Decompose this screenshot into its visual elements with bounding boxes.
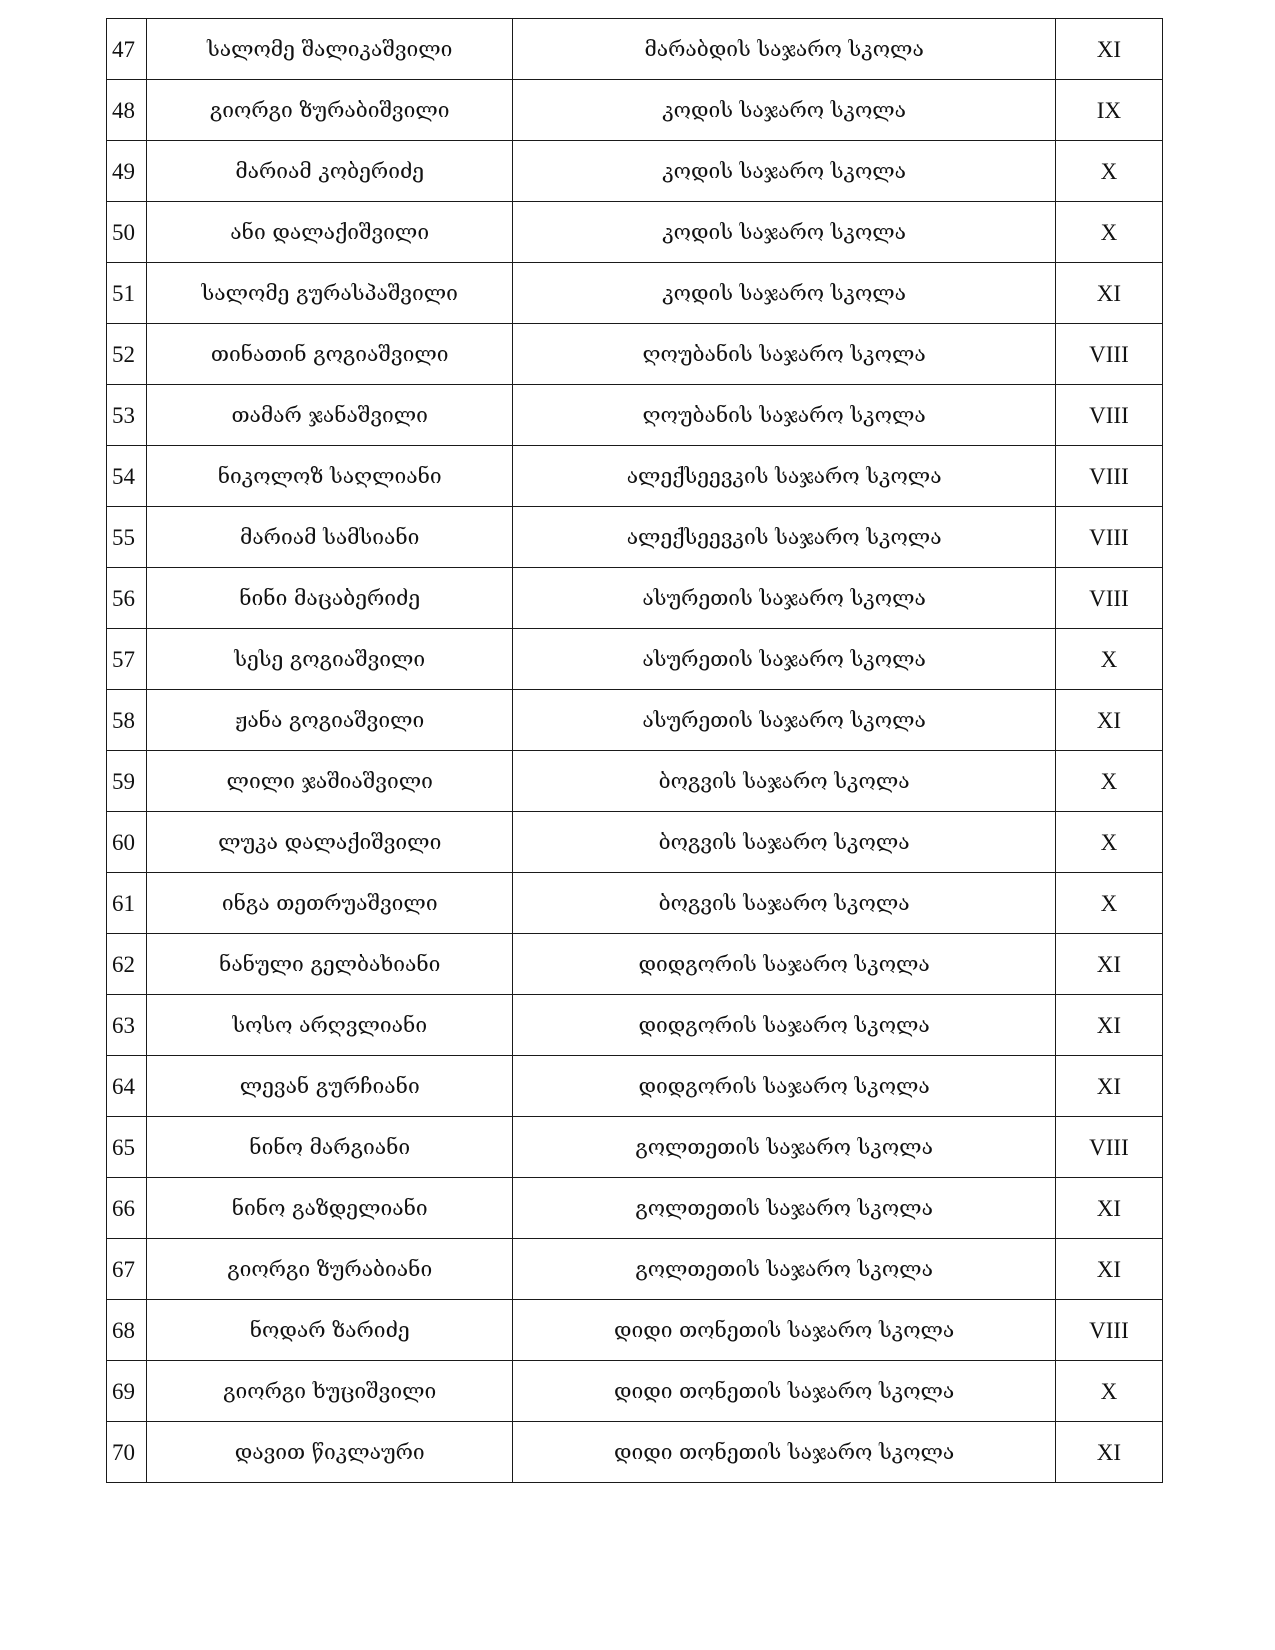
school-name-cell: ალექსეევკის საჯარო სკოლა (513, 446, 1056, 507)
student-name-cell: თინათინ გოგიაშვილი (147, 324, 513, 385)
row-number-cell: 70 (107, 1422, 147, 1483)
student-name-cell: გიორგი ზურაბიანი (147, 1239, 513, 1300)
grade-cell: XI (1055, 19, 1162, 80)
school-name-cell: დიდგორის საჯარო სკოლა (513, 1056, 1056, 1117)
table-row (107, 507, 1163, 568)
student-name-cell: დავით წიკლაური (147, 1422, 513, 1483)
school-name-cell: ასურეთის საჯარო სკოლა (513, 629, 1056, 690)
table-row (107, 263, 1163, 324)
grade-cell: X (1055, 873, 1162, 934)
grade-cell: X (1055, 202, 1162, 263)
row-number-cell: 48 (107, 80, 147, 141)
student-name-cell: ნიკოლოზ საღლიანი (147, 446, 513, 507)
student-name-cell: ნინო გაზდელიანი (147, 1178, 513, 1239)
grade-cell: IX (1055, 80, 1162, 141)
table-row (107, 1239, 1163, 1300)
grade-cell: X (1055, 629, 1162, 690)
school-name-cell: გოლთეთის საჯარო სკოლა (513, 1117, 1056, 1178)
table-row (107, 995, 1163, 1056)
student-name-cell: ლილი ჯაშიაშვილი (147, 751, 513, 812)
table-row (107, 324, 1163, 385)
student-name-cell: ნინო მარგიანი (147, 1117, 513, 1178)
student-name-cell: ანი დალაქიშვილი (147, 202, 513, 263)
student-name-cell: გიორგი ზურაბიშვილი (147, 80, 513, 141)
school-name-cell: ბოგვის საჯარო სკოლა (513, 873, 1056, 934)
grade-cell: VIII (1055, 324, 1162, 385)
row-number-cell: 53 (107, 385, 147, 446)
student-name-cell: ჟანა გოგიაშვილი (147, 690, 513, 751)
table-row (107, 446, 1163, 507)
table-row (107, 385, 1163, 446)
grade-cell: X (1055, 812, 1162, 873)
grade-cell: VIII (1055, 507, 1162, 568)
row-number-cell: 61 (107, 873, 147, 934)
grade-cell: VIII (1055, 1300, 1162, 1361)
row-number-cell: 59 (107, 751, 147, 812)
grade-cell: XI (1055, 1239, 1162, 1300)
grade-cell: XI (1055, 690, 1162, 751)
grade-cell: X (1055, 1361, 1162, 1422)
row-number-cell: 67 (107, 1239, 147, 1300)
school-name-cell: ასურეთის საჯარო სკოლა (513, 690, 1056, 751)
student-name-cell: გიორგი ხუციშვილი (147, 1361, 513, 1422)
table-row (107, 1300, 1163, 1361)
table-row (107, 1178, 1163, 1239)
table-row (107, 141, 1163, 202)
school-name-cell: გოლთეთის საჯარო სკოლა (513, 1178, 1056, 1239)
school-name-cell: ღოუბანის საჯარო სკოლა (513, 324, 1056, 385)
school-name-cell: დიდგორის საჯარო სკოლა (513, 995, 1056, 1056)
school-name-cell: დიდგორის საჯარო სკოლა (513, 934, 1056, 995)
table-row (107, 19, 1163, 80)
grade-cell: XI (1055, 934, 1162, 995)
student-name-cell: თამარ ჯანაშვილი (147, 385, 513, 446)
row-number-cell: 58 (107, 690, 147, 751)
table-row (107, 1422, 1163, 1483)
row-number-cell: 63 (107, 995, 147, 1056)
table-row (107, 1361, 1163, 1422)
student-name-cell: სალომე შალიკაშვილი (147, 19, 513, 80)
table-row (107, 873, 1163, 934)
table-row (107, 568, 1163, 629)
row-number-cell: 54 (107, 446, 147, 507)
grade-cell: XI (1055, 263, 1162, 324)
table-row (107, 1056, 1163, 1117)
school-name-cell: ბოგვის საჯარო სკოლა (513, 751, 1056, 812)
grade-cell: X (1055, 141, 1162, 202)
student-name-cell: ინგა თეთრუაშვილი (147, 873, 513, 934)
school-name-cell: დიდი თონეთის საჯარო სკოლა (513, 1361, 1056, 1422)
row-number-cell: 65 (107, 1117, 147, 1178)
student-name-cell: სალომე გურასპაშვილი (147, 263, 513, 324)
roster-table-body (107, 19, 1163, 1483)
student-name-cell: ნანული გელბახიანი (147, 934, 513, 995)
school-name-cell: მარაბდის საჯარო სკოლა (513, 19, 1056, 80)
school-name-cell: ბოგვის საჯარო სკოლა (513, 812, 1056, 873)
student-name-cell: ნოდარ ზარიძე (147, 1300, 513, 1361)
row-number-cell: 50 (107, 202, 147, 263)
school-name-cell: ღოუბანის საჯარო სკოლა (513, 385, 1056, 446)
row-number-cell: 64 (107, 1056, 147, 1117)
grade-cell: VIII (1055, 1117, 1162, 1178)
row-number-cell: 68 (107, 1300, 147, 1361)
table-row (107, 629, 1163, 690)
row-number-cell: 49 (107, 141, 147, 202)
row-number-cell: 60 (107, 812, 147, 873)
student-name-cell: ნინი მაცაბერიძე (147, 568, 513, 629)
student-name-cell: ლევან გურჩიანი (147, 1056, 513, 1117)
grade-cell: XI (1055, 995, 1162, 1056)
row-number-cell: 69 (107, 1361, 147, 1422)
row-number-cell: 52 (107, 324, 147, 385)
grade-cell: XI (1055, 1056, 1162, 1117)
school-name-cell: დიდი თონეთის საჯარო სკოლა (513, 1422, 1056, 1483)
grade-cell: VIII (1055, 568, 1162, 629)
student-name-cell: მარიამ კობერიძე (147, 141, 513, 202)
table-row (107, 812, 1163, 873)
row-number-cell: 66 (107, 1178, 147, 1239)
student-name-cell: მარიამ სამსიანი (147, 507, 513, 568)
school-name-cell: გოლთეთის საჯარო სკოლა (513, 1239, 1056, 1300)
school-name-cell: ასურეთის საჯარო სკოლა (513, 568, 1056, 629)
table-row (107, 202, 1163, 263)
student-name-cell: სოსო არღვლიანი (147, 995, 513, 1056)
table-row (107, 690, 1163, 751)
row-number-cell: 55 (107, 507, 147, 568)
row-number-cell: 47 (107, 19, 147, 80)
row-number-cell: 57 (107, 629, 147, 690)
row-number-cell: 56 (107, 568, 147, 629)
table-row (107, 1117, 1163, 1178)
table-row (107, 934, 1163, 995)
school-name-cell: კოდის საჯარო სკოლა (513, 202, 1056, 263)
school-name-cell: ალექსეევკის საჯარო სკოლა (513, 507, 1056, 568)
school-name-cell: კოდის საჯარო სკოლა (513, 141, 1056, 202)
school-name-cell: დიდი თონეთის საჯარო სკოლა (513, 1300, 1056, 1361)
row-number-cell: 62 (107, 934, 147, 995)
table-row (107, 80, 1163, 141)
student-name-cell: ლუკა დალაქიშვილი (147, 812, 513, 873)
student-roster-table (106, 18, 1163, 1483)
row-number-cell: 51 (107, 263, 147, 324)
school-name-cell: კოდის საჯარო სკოლა (513, 263, 1056, 324)
grade-cell: VIII (1055, 385, 1162, 446)
grade-cell: XI (1055, 1178, 1162, 1239)
school-name-cell: კოდის საჯარო სკოლა (513, 80, 1056, 141)
grade-cell: X (1055, 751, 1162, 812)
student-name-cell: სესე გოგიაშვილი (147, 629, 513, 690)
grade-cell: VIII (1055, 446, 1162, 507)
grade-cell: XI (1055, 1422, 1162, 1483)
table-row (107, 751, 1163, 812)
